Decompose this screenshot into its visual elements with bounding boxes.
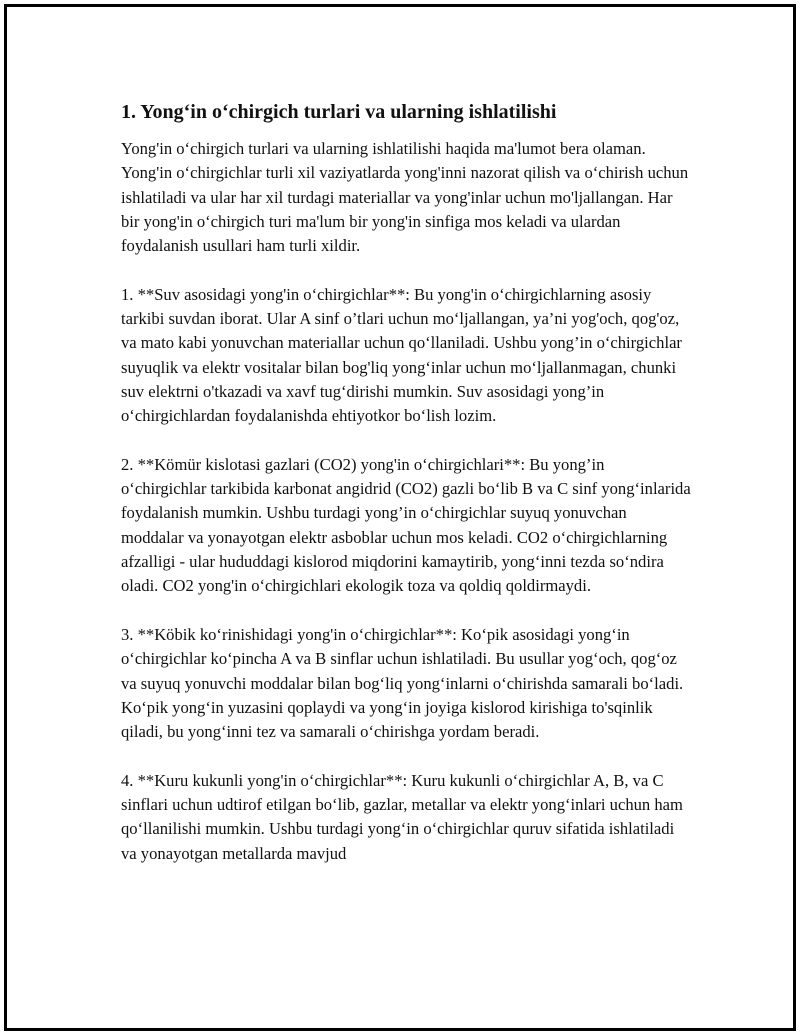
page-frame xyxy=(4,4,796,1031)
paragraph-dry-powder-extinguishers: 4. **Kuru kukunli yong'in o‘chirgichlar**: Kuru kukunli o‘chirgichlar A, B, va C sinflari uchun udtirof etilgan bo‘lib, gazlar, metallar va elektr yong‘inlari uchun ham qo‘llanilishi mumkin. Ushbu turdagi yong‘in o‘chirgichlar quruv sifatida ishlatiladi va yonayotgan metallarda mavjud xyxy=(121,770,683,863)
paragraph-co2-extinguishers: 2. **Kömür kislotasi gazlari (CO2) yong'in o‘chirgichlari**: Bu yong’in o‘chirgichlar tarkibida karbonat angidrid (CO2) gazli bo‘lib B va C sinf yong‘inlarida foydalanish mumkin. Ushbu turdagi yong’in o‘chirgichlar suyuq yonuvchan moddalar va yonayotgan elektr asboblar uchun mos keladi. CO2 o‘chirgichlarning afzalligi - ular hududdagi kislorod miqdorini kamaytirib, yong‘inni tezda so‘ndira oladi. CO2 yong'in o‘chirgichlari ekologik toza va qoldiq qoldirmaydi. xyxy=(121,454,691,596)
intro-paragraph: Yong'in o‘chirgich turlari va ularning ishlatilishi haqida ma'lumot bera olaman. Yong'in o‘chirgichlar turli xil vaziyatlarda yong'inni nazorat qilish va o‘chirish uchun ishlatiladi va ular har xil turdagi materiallar va yong'inlar uchun mo'ljallangan. Har bir yong'in o‘chirgich turi ma'lum bir yong'in sinfiga mos keladi va ulardan foydalanish usullari ham turli xildir. xyxy=(121,139,689,256)
paragraph-water-extinguishers: 1. **Suv asosidagi yong'in o‘chirgichlar**: Bu yong'in o‘chirgichlarning asosiy tarkibi suvdan iborat. Ular A sinf o’tlari uchun mo‘ljallangan, ya’ni yog'och, qog'oz, va mato kabi yonuvchan materiallar uchun qo‘llaniladi. Ushbu yong’in o‘chirgichlar suyuqlik va elektr vositalar bilan bog'liq yong‘inlar uchun mo‘ljallanmagan, chunki suv elektrni o'tkazadi va xavf tug‘dirishi mumkin. Suv asosidagi yong’in o‘chirgichlardan foydalanishda ehtiyotkor bo‘lish lozim. xyxy=(121,284,682,426)
document-body xyxy=(121,99,691,890)
paragraph-foam-extinguishers: 3. **Köbik ko‘rinishidagi yong'in o‘chirgichlar**: Ko‘pik asosidagi yong‘in o‘chirgichlar ko‘pincha A va B sinflar uchun ishlatiladi. Bu usullar yog‘och, qog‘oz va suyuq yonuvchi moddalar bilan bog‘liq yong‘inlarni o‘chirishda samarali bo‘ladi. Ko‘pik yong‘in yuzasini qoplaydi va yong‘in joyiga kislorod kirishiga to'sqinlik qiladi, bu yong‘inni tez va samarali o‘chirishga yordam beradi. xyxy=(121,624,684,742)
document-title: 1. Yong‘in o‘chirgich turlari va ularning ishlatilishi xyxy=(121,101,557,123)
